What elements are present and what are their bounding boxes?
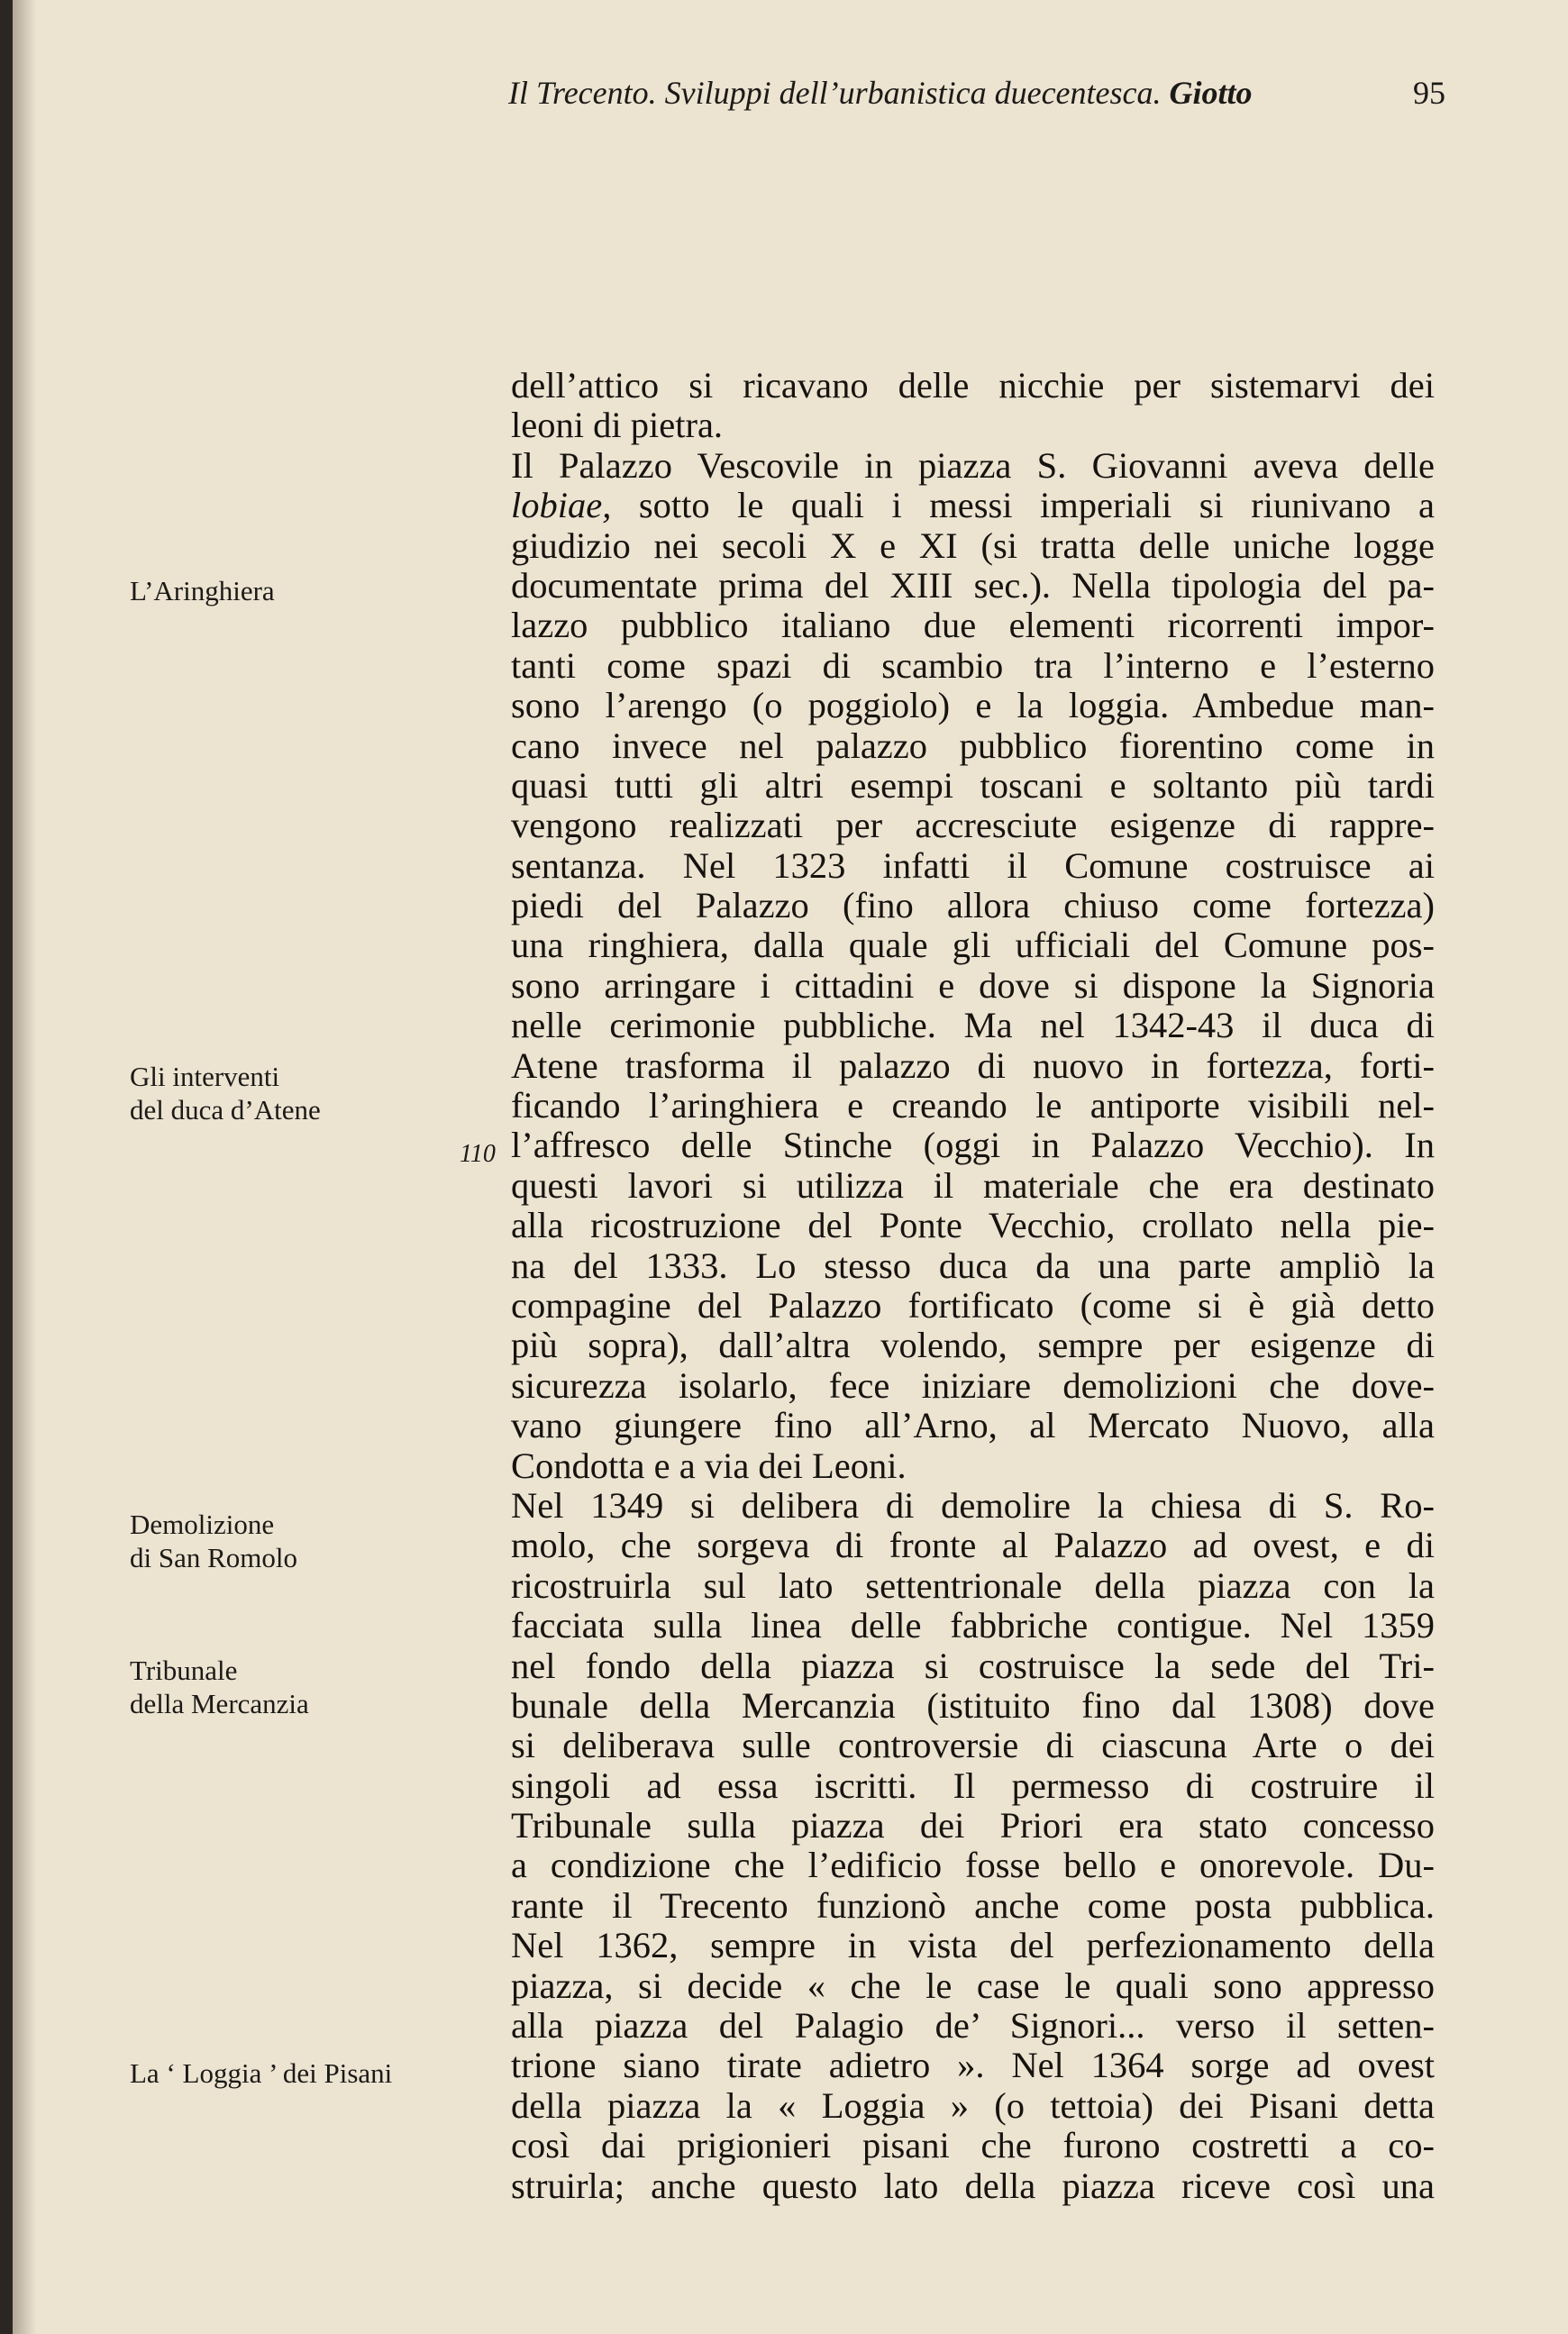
text-line: nelle cerimonie pubbliche. Ma nel 1342-43 il duca di [511, 1006, 1435, 1046]
running-title-bold: Giotto [1169, 75, 1253, 111]
text-line: l’affresco delle Stinche (oggi in Palazzo Vecchio). In [511, 1126, 1435, 1166]
text-line: Atene trasforma il palazzo di nuovo in fortezza, forti- [511, 1045, 1435, 1086]
text-line: vano giungere fino all’Arno, al Mercato Nuovo, alla [511, 1406, 1435, 1446]
text-line: ficando l’aringhiera e creando le antiporte visibili nel- [511, 1086, 1435, 1126]
figure-reference: 110 [460, 1140, 496, 1168]
text-line: così dai prigionieri pisani che furono costretti a co- [511, 2126, 1435, 2166]
text-line: compagine del Palazzo fortificato (come si è già detto [511, 1285, 1435, 1326]
text-line: sono arringare i cittadini e dove si dispone la Signoria [511, 965, 1435, 1006]
text-line: Nel 1362, sempre in vista del perfezionamento della [511, 1926, 1435, 1966]
italic-term: lobiae, [511, 486, 612, 526]
text-line: Il Palazzo Vescovile in piazza S. Giovanni aveva delle [511, 445, 1435, 486]
text-line: alla ricostruzione del Ponte Vecchio, crollato nella pie- [511, 1206, 1435, 1246]
margin-note-aringhiera: L’Aringhiera [130, 575, 275, 606]
text-line: sono l’arengo (o poggiolo) e la loggia. Ambedue man- [511, 686, 1435, 726]
text-line: Condotta e a via dei Leoni. [511, 1445, 907, 1486]
text-line: tanti come spazi di scambio tra l’interno e l’esterno [511, 645, 1435, 686]
margin-note-line: Demolizione [130, 1509, 275, 1540]
text-line: cano invece nel palazzo pubblico fiorentino come in [511, 725, 1435, 766]
text-line: lazzo pubblico italiano due elementi ricorrenti impor- [511, 606, 1435, 646]
text-fragment: sotto le quali i messi imperiali si riunivano a [638, 486, 1435, 526]
text-line: struirla; anche questo lato della piazza riceve così una [511, 2165, 1435, 2206]
text-line: dell’attico si ricavano delle nicchie per sistemarvi dei [511, 366, 1435, 406]
text-line: quasi tutti gli altri esempi toscani e soltanto più tardi [511, 765, 1435, 806]
text-line: della piazza la « Loggia » (o tettoia) dei Pisani detta [511, 2085, 1435, 2126]
margin-note-line: di San Romolo [130, 1542, 298, 1573]
text-line: trione siano tirate adietro ». Nel 1364 sorge ad ovest [511, 2046, 1435, 2086]
page-number: 95 [1413, 75, 1445, 111]
text-line [511, 486, 1435, 525]
text-line: nel fondo della piazza si costruisce la sede del Tri- [511, 1646, 1435, 1686]
text-line: bunale della Mercanzia (istituito fino dal 1308) dove [511, 1685, 1435, 1726]
text-line: piedi del Palazzo (fino allora chiuso come fortezza) [511, 886, 1435, 926]
text-line: Tribunale sulla piazza dei Priori era stato concesso [511, 1806, 1435, 1846]
text-line: alla piazza del Palagio de’ Signori... verso il setten- [511, 2006, 1435, 2047]
text-line: Nel 1349 si delibera di demolire la chiesa di S. Ro- [511, 1485, 1435, 1526]
text-line: sicurezza isolarlo, fece iniziare demolizioni che dove- [511, 1365, 1435, 1406]
text-line: singoli ad essa iscritti. Il permesso di costruire il [511, 1765, 1435, 1806]
text-line: rante il Trecento funzionò anche come posta pubblica. [511, 1885, 1435, 1926]
running-title: Il Trecento. Sviluppi dell’urbanistica duecentesca. Giotto [508, 75, 1253, 111]
text-line: piazza, si decide « che le case le quali sono appresso [511, 1965, 1435, 2006]
margin-note-line: della Mercanzia [130, 1688, 309, 1719]
text-line: una ringhiera, dalla quale gli ufficiali del Comune pos- [511, 925, 1435, 966]
text-line: vengono realizzati per accresciute esigenze di rappre- [511, 806, 1435, 846]
text-line: si deliberava sulle controversie di ciascuna Arte o dei [511, 1726, 1435, 1766]
text-line: facciata sulla linea delle fabbriche contigue. Nel 1359 [511, 1606, 1435, 1646]
book-page [13, 0, 1568, 2334]
text-line: a condizione che l’edificio fosse bello e onorevole. Du- [511, 1846, 1435, 1886]
text-line: molo, che sorgeva di fronte al Palazzo ad ovest, e di [511, 1526, 1435, 1566]
margin-note-line: del duca d’Atene [130, 1094, 321, 1126]
text-line: sentanza. Nel 1323 infatti il Comune costruisce ai [511, 845, 1435, 886]
margin-note-mercanzia [130, 1654, 309, 1720]
text-line: leoni di pietra. [511, 406, 724, 446]
text-line: più sopra), dall’altra volendo, sempre per esigenze di [511, 1326, 1435, 1366]
margin-note-san-romolo [130, 1508, 297, 1574]
margin-note-loggia-pisani: La ‘ Loggia ’ dei Pisani [130, 2057, 393, 2089]
text-line: na del 1333. Lo stesso duca da una parte ampliò la [511, 1245, 1435, 1286]
running-head [508, 74, 1445, 121]
margin-note-line: Gli interventi [130, 1061, 280, 1092]
text-line: documentate prima del XIII sec.). Nella tipologia del pa- [511, 565, 1435, 606]
margin-note-line: Tribunale [130, 1655, 238, 1686]
margin-note-duca-atene [130, 1060, 321, 1126]
text-line: giudizio nei secoli X e XI (si tratta delle uniche logge [511, 525, 1435, 566]
body-text [511, 366, 1435, 2206]
text-line: ricostruirla sul lato settentrionale della piazza con la [511, 1565, 1435, 1606]
text-line: questi lavori si utilizza il materiale che era destinato [511, 1165, 1435, 1206]
